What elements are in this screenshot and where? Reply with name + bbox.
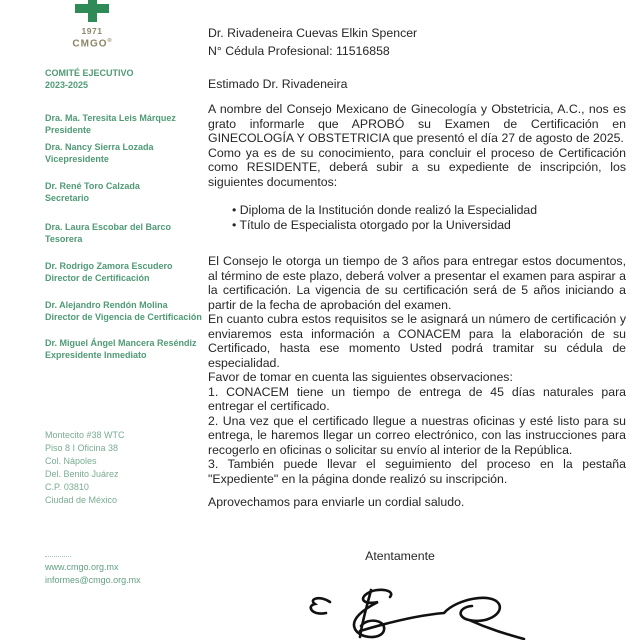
address-line: Del. Benito Juárez <box>45 469 119 479</box>
member-role: Tesorera <box>45 234 83 244</box>
member-name: Dra. Ma. Teresita Leis Márquez <box>45 113 176 123</box>
closing-line: Aprovechamos para enviarle un cordial saludo. <box>208 495 465 509</box>
committee-header <box>45 67 213 91</box>
registered-mark: ® <box>107 38 112 44</box>
observation-item: 3. También puede llevar el seguimiento del proceso en la pestaña "Expediente" en la página donde realizó su inscripción. <box>208 457 626 486</box>
member-role: Director de Certificación <box>45 273 150 283</box>
member-name: Dra. Laura Escobar del Barco <box>45 222 172 232</box>
address-line: Montecito #38 WTC <box>45 430 125 440</box>
letter-body <box>208 24 626 563</box>
email-link: informes@cmgo.org.mx <box>45 575 141 585</box>
committee-member <box>45 221 213 245</box>
paragraph-requirements: Como ya es de su conocimiento, para concluir el proceso de Certificación como RESIDENTE, deberá subir a su expediente de inscripción, los siguientes documentos: <box>208 145 626 189</box>
committee-title: COMITÉ EJECUTIVO <box>45 68 134 78</box>
member-role: Presidente <box>45 125 92 135</box>
member-name: Dr. Miguel Ángel Mancera Reséndiz <box>45 338 197 348</box>
member-name: Dr. Rodrigo Zamora Escudero <box>45 261 173 271</box>
list-item: • Diploma de la Institución donde realizó la Especialidad <box>232 203 626 218</box>
paragraph-deadline: El Consejo le otorga un tiempo de 3 años para entregar estos documentos, al término de este plazo, deberá volver a presentar el examen para aspirar a la certificación. La vigencia de su certificación será de 5 años iniciando a partir de la fecha de aprobación del examen. <box>208 254 626 312</box>
committee-member <box>45 112 213 136</box>
website-link: www.cmgo.org.mx <box>45 562 119 572</box>
salutation: Estimado Dr. Rivadeneira <box>208 77 348 91</box>
member-role: Secretario <box>45 193 90 203</box>
green-cross-icon <box>75 0 109 22</box>
cmgo-logo <box>58 0 126 49</box>
contact-links <box>45 561 213 587</box>
recipient-name: Dr. Rivadeneira Cuevas Elkin Spencer <box>208 26 418 40</box>
committee-member <box>45 180 213 204</box>
license-number: N° Cédula Profesional: 11516858 <box>208 44 390 58</box>
member-role: Director de Vigencia de Certificación <box>45 312 202 322</box>
member-name: Dr. Alejandro Rendón Molina <box>45 300 168 310</box>
signoff: Atentamente <box>365 548 435 563</box>
committee-term: 2023-2025 <box>45 80 89 90</box>
member-role: Vicepresidente <box>45 154 109 164</box>
member-name: Dra. Nancy Sierra Lozada <box>45 142 154 152</box>
logo-brand <box>58 38 126 49</box>
address-line: C.P. 03810 <box>45 482 89 492</box>
observations-intro: Favor de tomar en cuenta las siguientes observaciones: <box>208 370 513 384</box>
committee-member <box>45 260 213 284</box>
paragraph-conacem: En cuanto cubra estos requisitos se le asignará un número de certificación y enviaremos esta información a CONACEM para la elaboración de su Certificado, hasta ese momento Usted podrá tramitar su cédula de especialidad. <box>208 312 626 370</box>
member-role: Expresidente Inmediato <box>45 350 147 360</box>
list-item: • Título de Especialista otorgado por la Universidad <box>232 218 626 233</box>
observation-item: 1. CONACEM tiene un tiempo de entrega de 45 días naturales para entregar el certificado. <box>208 384 626 413</box>
address-line: Ciudad de México <box>45 495 118 505</box>
footer-divider <box>45 556 71 557</box>
committee-member <box>45 299 213 323</box>
observation-item: 2. Una vez que el certificado llegue a nuestras oficinas y esté listo para su entrega, le haremos llegar un correo electrónico, con las instrucciones para recogerlo en oficinas o solicitar su envío al interior de la República. <box>208 413 626 457</box>
logo-brand-text: CMGO <box>72 38 108 50</box>
member-name: Dr. René Toro Calzada <box>45 181 140 191</box>
handwritten-signature <box>298 586 530 640</box>
required-documents-list <box>208 203 626 233</box>
address-line: Col. Nápoles <box>45 456 97 466</box>
office-address <box>45 429 213 507</box>
paragraph-approval: A nombre del Consejo Mexicano de Ginecología y Obstetricia, A.C., nos es grato informarle que APROBÓ su Examen de Certificación en GINECOLOGÍA Y OBSTETRICIA que presentó el día 27 de agosto de 2025. <box>208 102 626 145</box>
committee-member <box>45 337 213 361</box>
committee-member <box>45 141 213 165</box>
logo-year: 1971 <box>81 26 103 36</box>
address-line: Piso 8 I Oficina 38 <box>45 443 119 453</box>
